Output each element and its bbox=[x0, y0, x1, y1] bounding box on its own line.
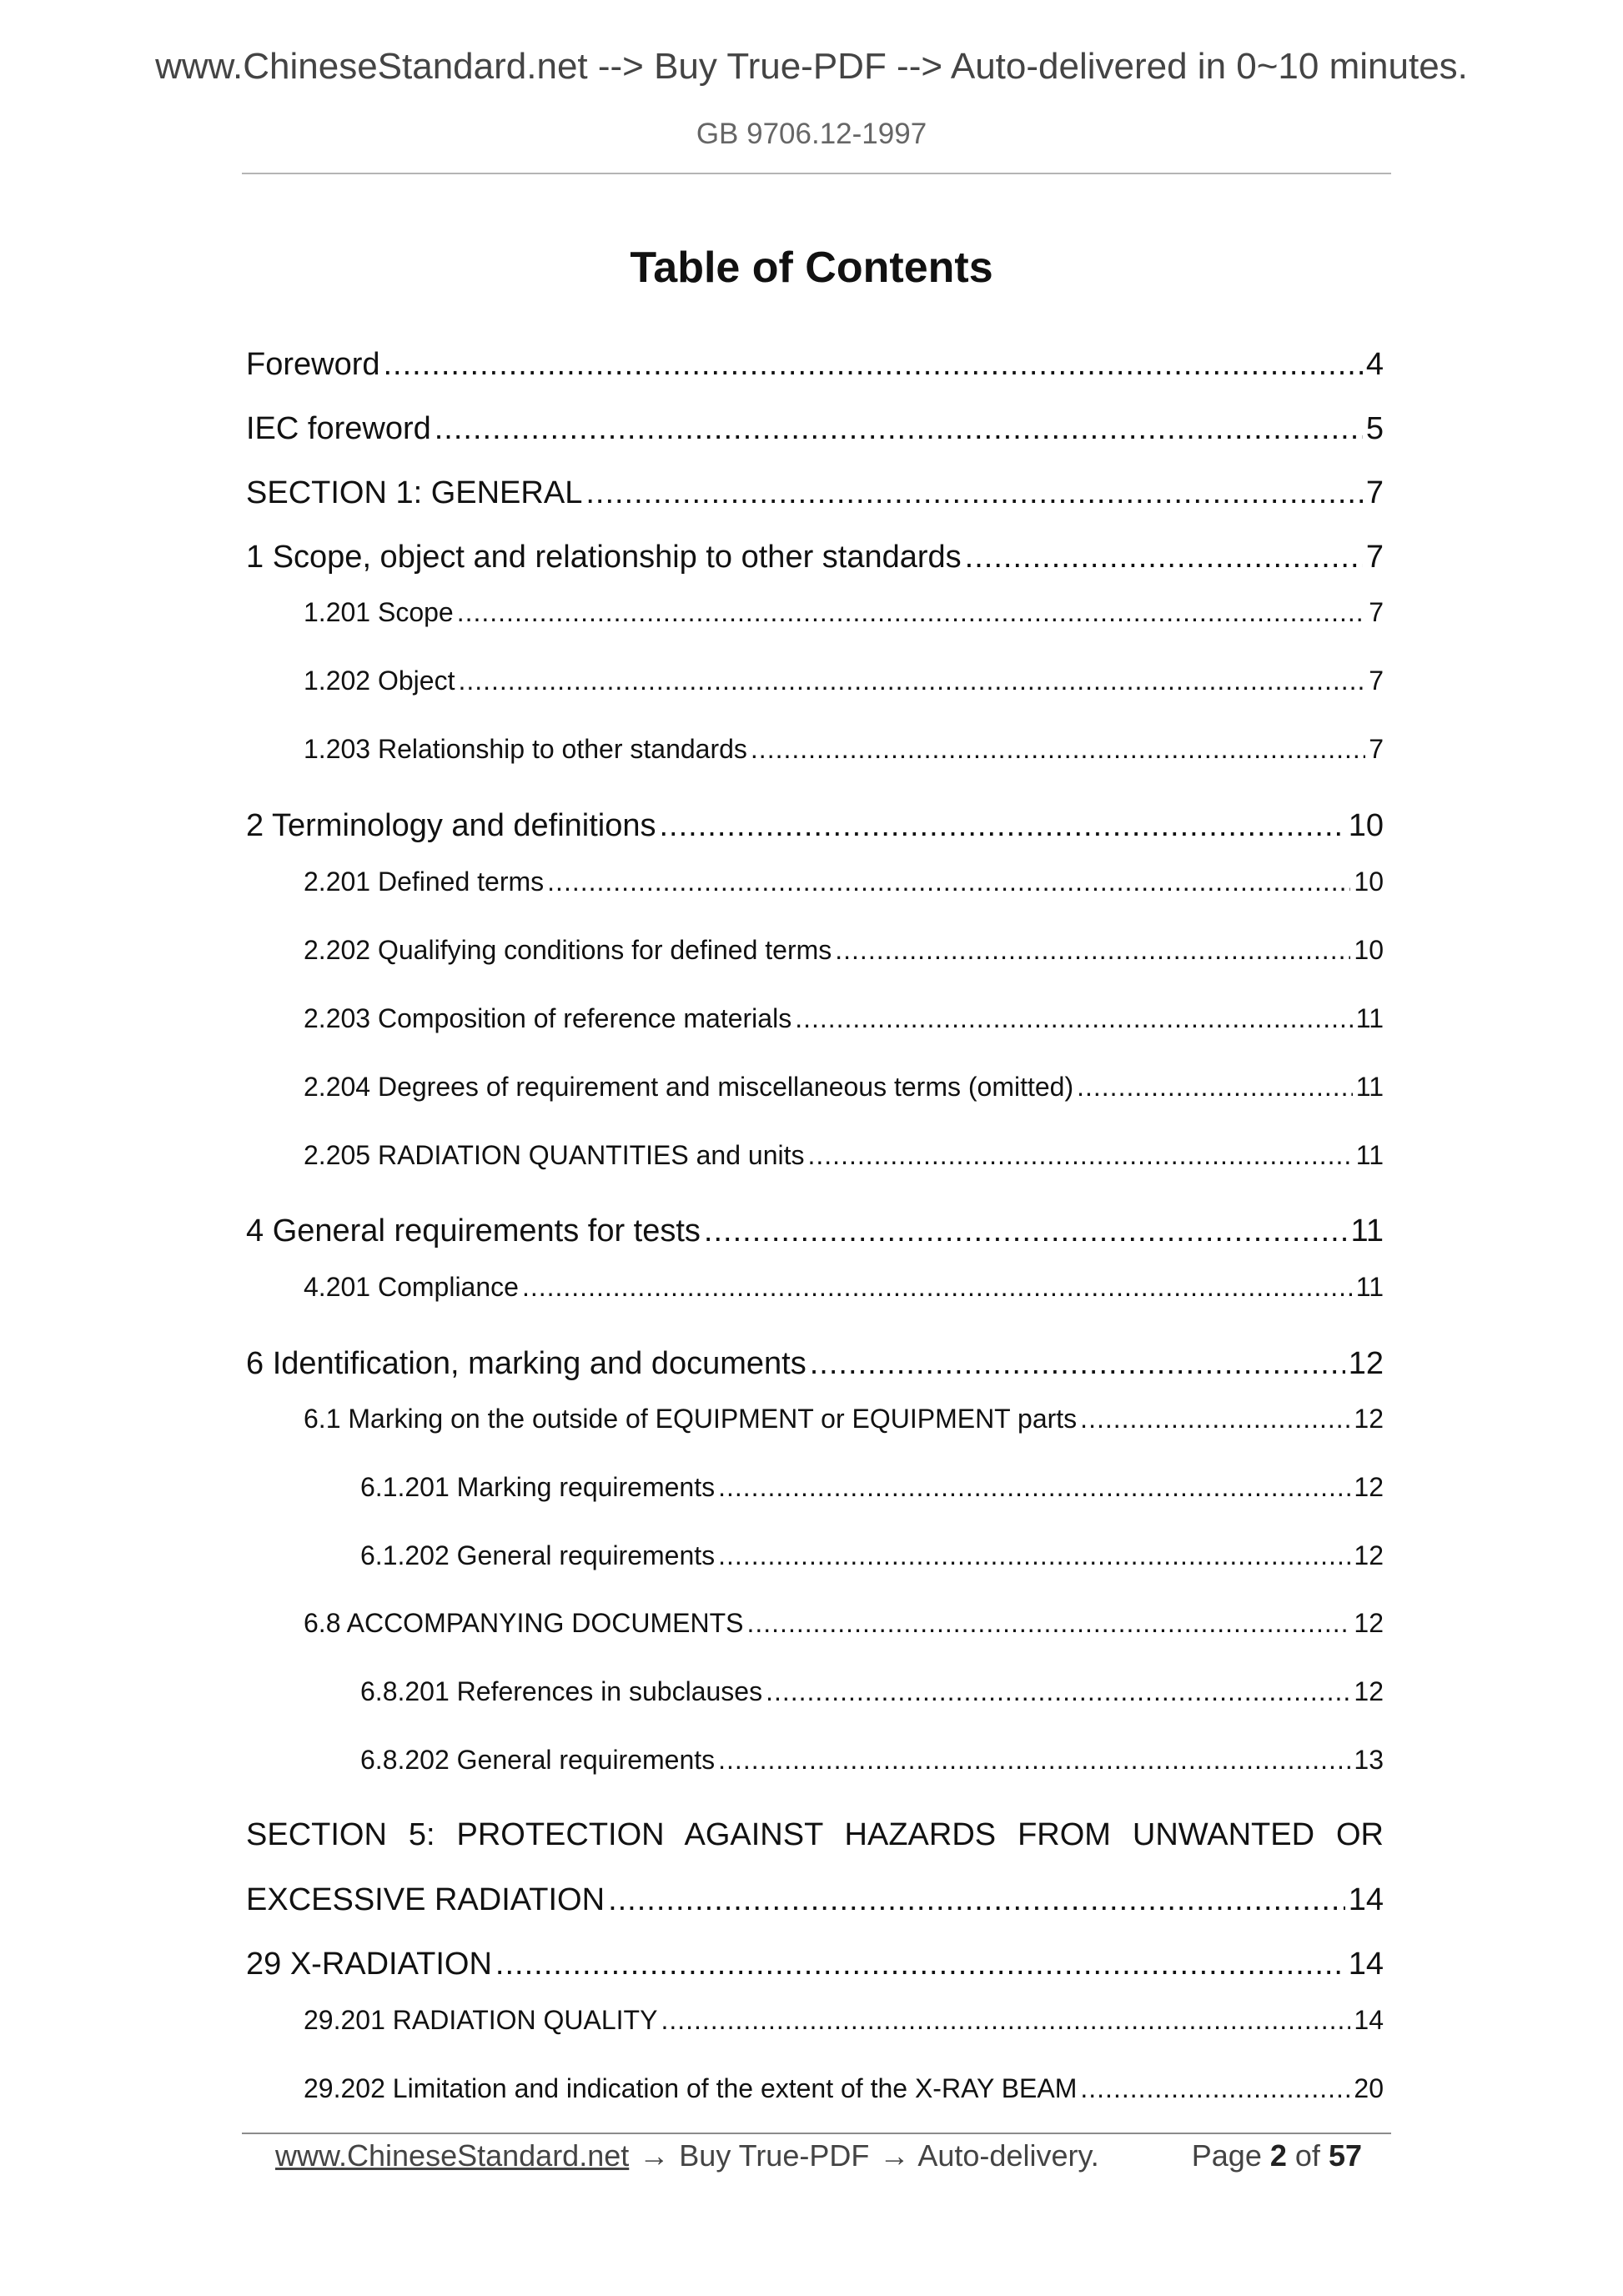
toc-entry-text: EXCESSIVE RADIATION bbox=[246, 1882, 605, 1917]
toc-entry-29-202[interactable] bbox=[304, 2070, 1384, 2107]
toc-entry-text: IEC foreword bbox=[246, 411, 431, 446]
toc-entry-4[interactable] bbox=[246, 1210, 1384, 1252]
toc-entry-section-5-line-2[interactable] bbox=[246, 1879, 1384, 1921]
toc-entry-text: 2.205 RADIATION QUANTITIES and units bbox=[304, 1140, 805, 1170]
toc-entry-text: 1.203 Relationship to other standards bbox=[304, 734, 747, 764]
toc-entry-6[interactable] bbox=[246, 1343, 1384, 1384]
toc-entry-page: 4 bbox=[1365, 347, 1384, 382]
toc-entry-page: 10 bbox=[1348, 808, 1384, 843]
footer-buy-text: Buy True-PDF bbox=[679, 2138, 870, 2173]
toc-entry-6-8[interactable] bbox=[304, 1605, 1384, 1641]
toc-entry-text: 6.8.201 References in subclauses bbox=[360, 1676, 763, 1706]
toc-entry-text: Foreword bbox=[246, 347, 380, 382]
page-current: 2 bbox=[1269, 2138, 1287, 2173]
toc-entry-2[interactable] bbox=[246, 805, 1384, 847]
toc-entry-page: 14 bbox=[1348, 1947, 1384, 1982]
toc-entry-1-203[interactable] bbox=[304, 731, 1384, 767]
toc-entry-page: 12 bbox=[1354, 1404, 1384, 1434]
toc-entry-page: 10 bbox=[1354, 935, 1384, 965]
toc-entry-text: 6.8.202 General requirements bbox=[360, 1745, 716, 1775]
footer-divider bbox=[242, 2133, 1391, 2134]
toc-entry-6-8-201[interactable] bbox=[360, 1673, 1384, 1710]
header-divider bbox=[242, 173, 1391, 174]
page-title: Table of Contents bbox=[630, 244, 993, 292]
toc-entry-text: 1.201 Scope bbox=[304, 597, 454, 627]
of-label: of bbox=[1294, 2138, 1320, 2173]
footer bbox=[275, 2135, 1099, 2177]
toc-entry-page: 12 bbox=[1354, 1472, 1384, 1502]
toc-entry-6-1-201[interactable] bbox=[360, 1469, 1384, 1505]
page-total: 57 bbox=[1328, 2138, 1362, 2173]
toc-entry-text: 2 Terminology and definitions bbox=[246, 808, 656, 843]
footer-site-link[interactable]: www.ChineseStandard.net bbox=[275, 2138, 630, 2173]
toc-entry-section-5-line-1[interactable] bbox=[246, 1814, 1384, 1856]
toc-entry-text: 1 Scope, object and relationship to other standards bbox=[246, 540, 962, 575]
toc-entry-1-202[interactable] bbox=[304, 662, 1384, 699]
toc-entry-2-201[interactable] bbox=[304, 863, 1384, 900]
arrow-right-icon: → bbox=[879, 2138, 910, 2173]
toc-entry-text: 6 Identification, marking and documents bbox=[246, 1346, 806, 1381]
toc-entry-text: SECTION 5: PROTECTION AGAINST HAZARDS FROM UNWANTED OR bbox=[246, 1817, 1384, 1852]
toc-entry-29[interactable] bbox=[246, 1943, 1384, 1985]
page-indicator bbox=[1192, 2135, 1362, 2177]
toc-entry-page: 20 bbox=[1354, 2073, 1384, 2103]
toc-entry-text: 2.202 Qualifying conditions for defined terms bbox=[304, 935, 832, 965]
toc-entry-page: 5 bbox=[1365, 411, 1384, 446]
toc-entry-text: 2.204 Degrees of requirement and miscellaneous terms (omitted) bbox=[304, 1072, 1074, 1102]
toc-entry-page: 7 bbox=[1365, 540, 1384, 575]
toc-entry-1[interactable] bbox=[246, 536, 1384, 578]
toc-entry-page: 11 bbox=[1355, 1272, 1384, 1302]
toc-entry-6-1-202[interactable] bbox=[360, 1537, 1384, 1574]
toc-entry-1-201[interactable] bbox=[304, 594, 1384, 631]
toc-entry-text: 6.8 ACCOMPANYING DOCUMENTS bbox=[304, 1608, 744, 1638]
toc-entry-4-201[interactable] bbox=[304, 1269, 1384, 1305]
toc-entry-text: 6.1.201 Marking requirements bbox=[360, 1472, 716, 1502]
toc-entry-page: 12 bbox=[1354, 1540, 1384, 1570]
toc-entry-page: 7 bbox=[1369, 597, 1384, 627]
toc-entry-text: SECTION 1: GENERAL bbox=[246, 475, 583, 510]
toc-entry-iec-foreword[interactable] bbox=[246, 408, 1384, 450]
toc-entry-2-205[interactable] bbox=[304, 1137, 1384, 1173]
arrow-right-icon: → bbox=[639, 2138, 670, 2173]
toc-entry-section-1[interactable] bbox=[246, 472, 1384, 514]
toc-entry-2-202[interactable] bbox=[304, 932, 1384, 968]
toc-entry-6-8-202[interactable] bbox=[360, 1741, 1384, 1778]
toc-entry-2-204[interactable] bbox=[304, 1068, 1384, 1105]
toc-entry-page: 11 bbox=[1355, 1140, 1384, 1170]
toc-entry-text: 29 X-RADIATION bbox=[246, 1947, 492, 1982]
footer-delivery-text: Auto-delivery. bbox=[917, 2138, 1099, 2173]
toc-entry-page: 10 bbox=[1354, 867, 1384, 897]
toc-entry-page: 13 bbox=[1354, 1745, 1384, 1775]
toc-entry-page: 14 bbox=[1348, 1882, 1384, 1917]
document-code: GB 9706.12-1997 bbox=[696, 118, 927, 150]
toc-entry-page: 7 bbox=[1365, 475, 1384, 510]
toc-entry-page: 12 bbox=[1354, 1608, 1384, 1638]
toc-entry-text: 29.201 RADIATION QUALITY bbox=[304, 2005, 658, 2035]
toc-entry-29-201[interactable] bbox=[304, 2002, 1384, 2038]
toc-entry-page: 11 bbox=[1355, 1072, 1384, 1102]
toc-entry-text: 4.201 Compliance bbox=[304, 1272, 519, 1302]
toc-entry-text: 6.1.202 General requirements bbox=[360, 1540, 716, 1570]
toc-entry-page: 7 bbox=[1369, 666, 1384, 696]
toc-entry-text: 2.201 Defined terms bbox=[304, 867, 545, 897]
toc-entry-6-1[interactable] bbox=[304, 1400, 1384, 1437]
toc-entry-page: 7 bbox=[1369, 734, 1384, 764]
toc-entry-page: 11 bbox=[1350, 1213, 1384, 1248]
toc-entry-page: 14 bbox=[1354, 2005, 1384, 2035]
toc-entry-text: 29.202 Limitation and indication of the extent of the X-RAY BEAM bbox=[304, 2073, 1078, 2103]
toc-entry-page: 12 bbox=[1348, 1346, 1384, 1381]
toc-entry-text: 4 General requirements for tests bbox=[246, 1213, 701, 1248]
toc-entry-page: 11 bbox=[1355, 1003, 1384, 1033]
toc-entry-text: 6.1 Marking on the outside of EQUIPMENT or EQUIPMENT parts bbox=[304, 1404, 1078, 1434]
toc-entry-text: 2.203 Composition of reference materials bbox=[304, 1003, 792, 1033]
toc-entry-foreword[interactable] bbox=[246, 344, 1384, 385]
toc-entry-text: 1.202 Object bbox=[304, 666, 455, 696]
page-label: Page bbox=[1191, 2138, 1262, 2173]
site-banner: www.ChineseStandard.net --> Buy True-PDF --> Auto-delivered in 0~10 minutes. bbox=[155, 46, 1468, 87]
toc-entry-2-203[interactable] bbox=[304, 1000, 1384, 1037]
toc-entry-page: 12 bbox=[1354, 1676, 1384, 1706]
